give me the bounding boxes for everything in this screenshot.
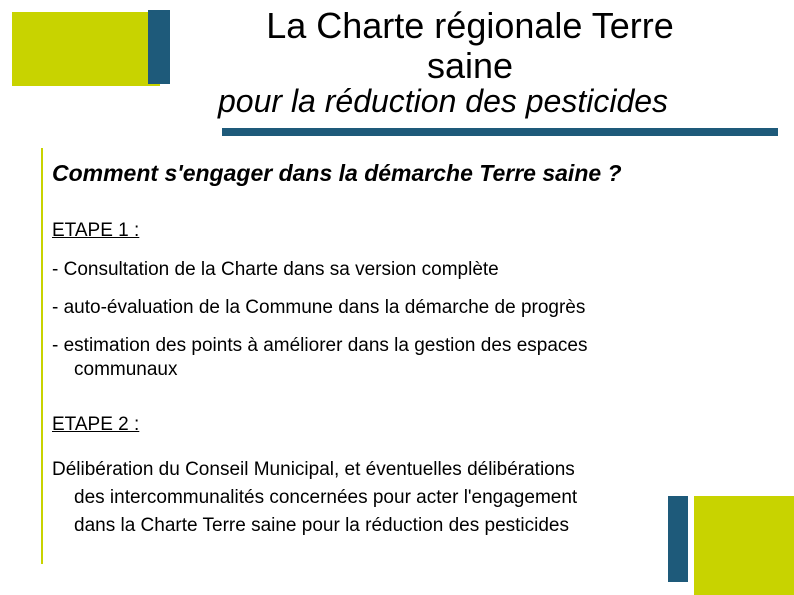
- step-1-item-3-line-1: - estimation des points à améliorer dans la gestion des espaces: [52, 335, 588, 356]
- page-title: [190, 6, 750, 86]
- step-2-paragraph: [52, 456, 742, 540]
- left-divider: [41, 148, 43, 564]
- section-question: Comment s'engager dans la démarche Terre saine ?: [52, 160, 622, 186]
- step-1-label: ETAPE 1 :: [52, 220, 140, 241]
- page-subtitle: pour la réduction des pesticides: [218, 83, 669, 119]
- step-1-item-3-line-2: communaux: [74, 359, 178, 380]
- decorative-green-square-top: [12, 12, 160, 86]
- step-2-line-3: dans la Charte Terre saine pour la réduction des pesticides: [74, 515, 569, 536]
- title-line-1: La Charte régionale Terre: [266, 5, 674, 46]
- step-2-label: ETAPE 2 :: [52, 414, 140, 435]
- step-2-line-2: des intercommunalités concernées pour acter l'engagement: [74, 487, 578, 508]
- step-1-item-1: - Consultation de la Charte dans sa version complète: [52, 259, 499, 280]
- title-line-2: saine: [426, 45, 514, 86]
- step-1-item-3: [52, 334, 752, 382]
- decorative-blue-bar-top: [148, 10, 170, 84]
- step-1-item-2: - auto-évaluation de la Commune dans la démarche de progrès: [52, 297, 586, 318]
- step-2-line-1: Délibération du Conseil Municipal, et éventuelles délibérations: [52, 459, 575, 480]
- header-divider: [222, 128, 778, 136]
